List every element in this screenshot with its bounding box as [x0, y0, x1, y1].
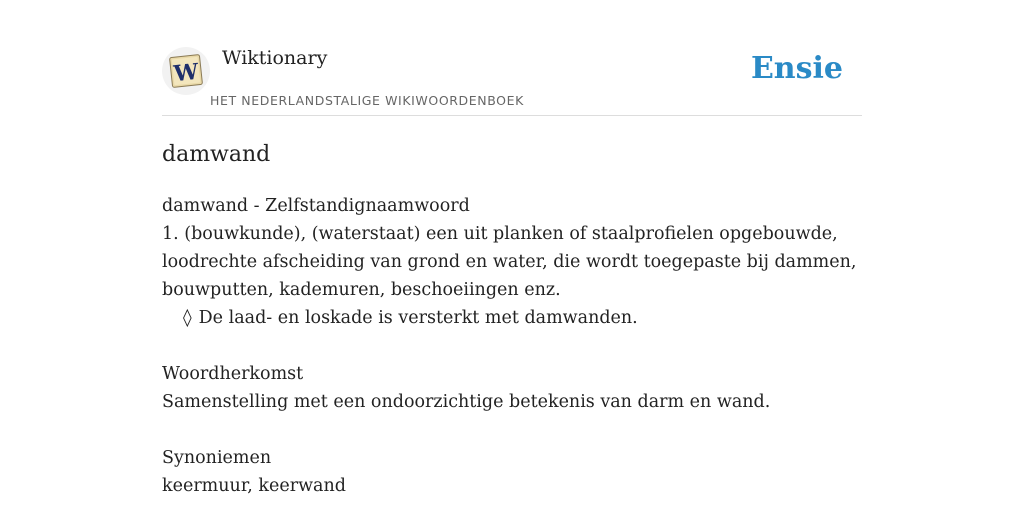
ensie-brand-link[interactable]: Ensie [750, 51, 843, 86]
definition-line: 1. (bouwkunde), (waterstaat) een uit planken of staalprofielen opgebouwde, [162, 224, 838, 244]
site-name[interactable]: Wiktionary [222, 47, 328, 69]
page [162, 0, 862, 512]
definition-line: bouwputten, kademuren, beschoeiingen enz. [162, 280, 561, 300]
synonyms-heading: Synoniemen [162, 448, 272, 468]
example-text: De laad- en loskade is versterkt met damwanden. [198, 308, 638, 328]
spacer [162, 332, 862, 360]
synonyms-text: keermuur, keerwand [162, 476, 346, 496]
site-tagline: HET NEDERLANDSTALIGE WIKIWOORDENBOEK [210, 93, 524, 108]
svg-text:W: W [172, 58, 200, 88]
site-header [162, 0, 862, 116]
etymology-text: Samenstelling met een ondoorzichtige betekenis van darm en wand. [162, 392, 771, 412]
etymology-heading: Woordherkomst [162, 364, 304, 384]
page-title: damwand [162, 142, 271, 167]
example-marker: ◊ [183, 308, 192, 328]
entry-content [162, 192, 862, 500]
site-logo[interactable] [162, 47, 210, 95]
example-sentence [162, 304, 862, 332]
definition-line: loodrechte afscheiding van grond en water, die wordt toegepaste bij dammen, [162, 252, 857, 272]
spacer [162, 416, 862, 444]
word-class-line: damwand - Zelfstandignaamwoord [162, 196, 470, 216]
wiktionary-w-tile-icon [168, 53, 204, 89]
